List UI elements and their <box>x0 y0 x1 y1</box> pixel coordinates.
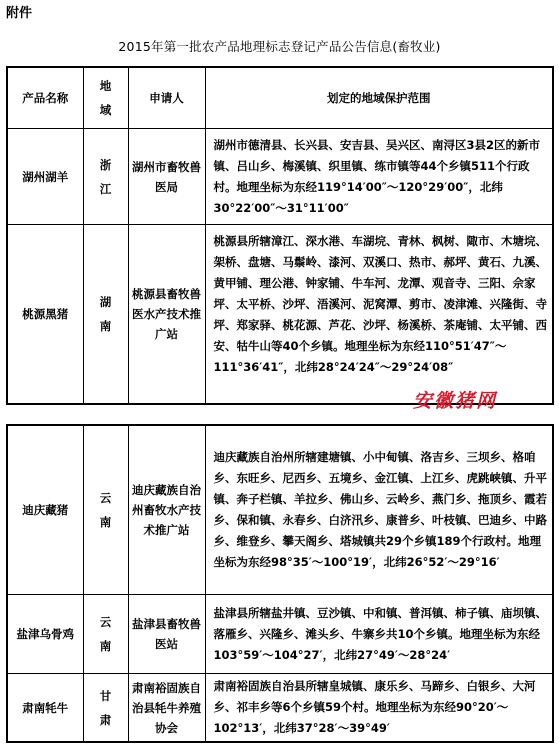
product-name: 迪庆藏猪 <box>7 425 83 595</box>
region-cell: 云南 <box>83 425 128 595</box>
table-row <box>7 129 553 225</box>
product-name: 肃南牦牛 <box>7 674 83 743</box>
header-applicant: 申请人 <box>128 67 205 129</box>
scope-cell: 湖州市德清县、长兴县、安吉县、吴兴区、南浔区3县2区的新市镇、吕山乡、梅溪镇、织里镇、练市镇等44个乡镇511个行政村。地理坐标为东经119°14′00″～120°29′00″，北纬30°22′00″～31°11′00″ <box>205 129 553 225</box>
region-cell: 云南 <box>83 595 128 674</box>
header-scope: 划定的地域保护范围 <box>205 67 553 129</box>
header-region: 地域 <box>83 67 128 129</box>
registry-table-part2 <box>6 424 554 743</box>
applicant-cell: 肃南裕固族自治县牦牛养殖协会 <box>128 674 205 743</box>
scope-cell: 桃源县所辖漳江、深水港、车湖垸、青林、枫树、陬市、木塘垸、架桥、盘塘、马鬃岭、漆河、双溪口、热市、郝坪、黄石、九溪、黄甲铺、理公港、钟家铺、牛车河、龙潭、观音寺、三阳、佘家坪、太平桥、沙坪、浯溪河、泥窝潭、剪市、凌津滩、兴隆街、寺坪、郑家驿、桃花源、芦花、沙坪、杨溪桥、茶庵铺、太平铺、西安、牯牛山等40个乡镇。地理坐标为东经110°51′47″～111°36′41″，北纬28°24′24″～29°24′08″ <box>205 225 553 405</box>
header-product-name: 产品名称 <box>7 67 83 129</box>
table-row <box>7 225 553 405</box>
scope-cell: 肃南裕固族自治县所辖皇城镇、康乐乡、马蹄乡、白银乡、大河乡、祁丰乡等6个乡镇59个村。地理坐标为东经90°20′～102°13′，北纬37°28′～39°49′ <box>205 674 553 743</box>
table-row <box>7 595 553 674</box>
applicant-cell: 湖州市畜牧兽医局 <box>128 129 205 225</box>
product-name: 湖州湖羊 <box>7 129 83 225</box>
table-header-row <box>7 67 553 129</box>
applicant-cell: 桃源县畜牧兽医水产技术推广站 <box>128 225 205 405</box>
product-name: 桃源黑猪 <box>7 225 83 405</box>
region-cell: 浙江 <box>83 129 128 225</box>
scope-cell: 迪庆藏族自治州所辖建塘镇、小中甸镇、洛吉乡、三坝乡、格咱乡、东旺乡、尼西乡、五境乡、金江镇、上江乡、虎跳峡镇、升平镇、奔子栏镇、羊拉乡、佛山乡、云岭乡、燕门乡、拖顶乡、霞若乡、保和镇、永春乡、白济汛乡、康普乡、叶枝镇、巴迪乡、中路乡、维登乡、攀天阁乡、塔城镇共29个乡镇189个行政村。地理坐标为东经98°35′～100°19′，北纬26°52′～29°16′ <box>205 425 553 595</box>
region-cell: 甘肃 <box>83 674 128 743</box>
table-row <box>7 674 553 743</box>
product-name: 盐津乌骨鸡 <box>7 595 83 674</box>
watermark-logo: 安徽猪网 <box>413 390 498 412</box>
registry-table-part1 <box>6 66 554 405</box>
document-title: 2015年第一批农产品地理标志登记产品公告信息(畜牧业) <box>118 39 441 54</box>
scope-cell: 盐津县所辖盐井镇、豆沙镇、中和镇、普洱镇、柿子镇、庙坝镇、落雁乡、兴隆乡、滩头乡、牛寨乡共10个乡镇。地理坐标为东经103°59′～104°27′，北纬27°49′～28°24′ <box>205 595 553 674</box>
table-row <box>7 425 553 595</box>
attachment-label: 附件 <box>6 6 33 21</box>
applicant-cell: 迪庆藏族自治州畜牧水产技术推广站 <box>128 425 205 595</box>
applicant-cell: 盐津县畜牧兽医站 <box>128 595 205 674</box>
region-cell: 湖南 <box>83 225 128 405</box>
